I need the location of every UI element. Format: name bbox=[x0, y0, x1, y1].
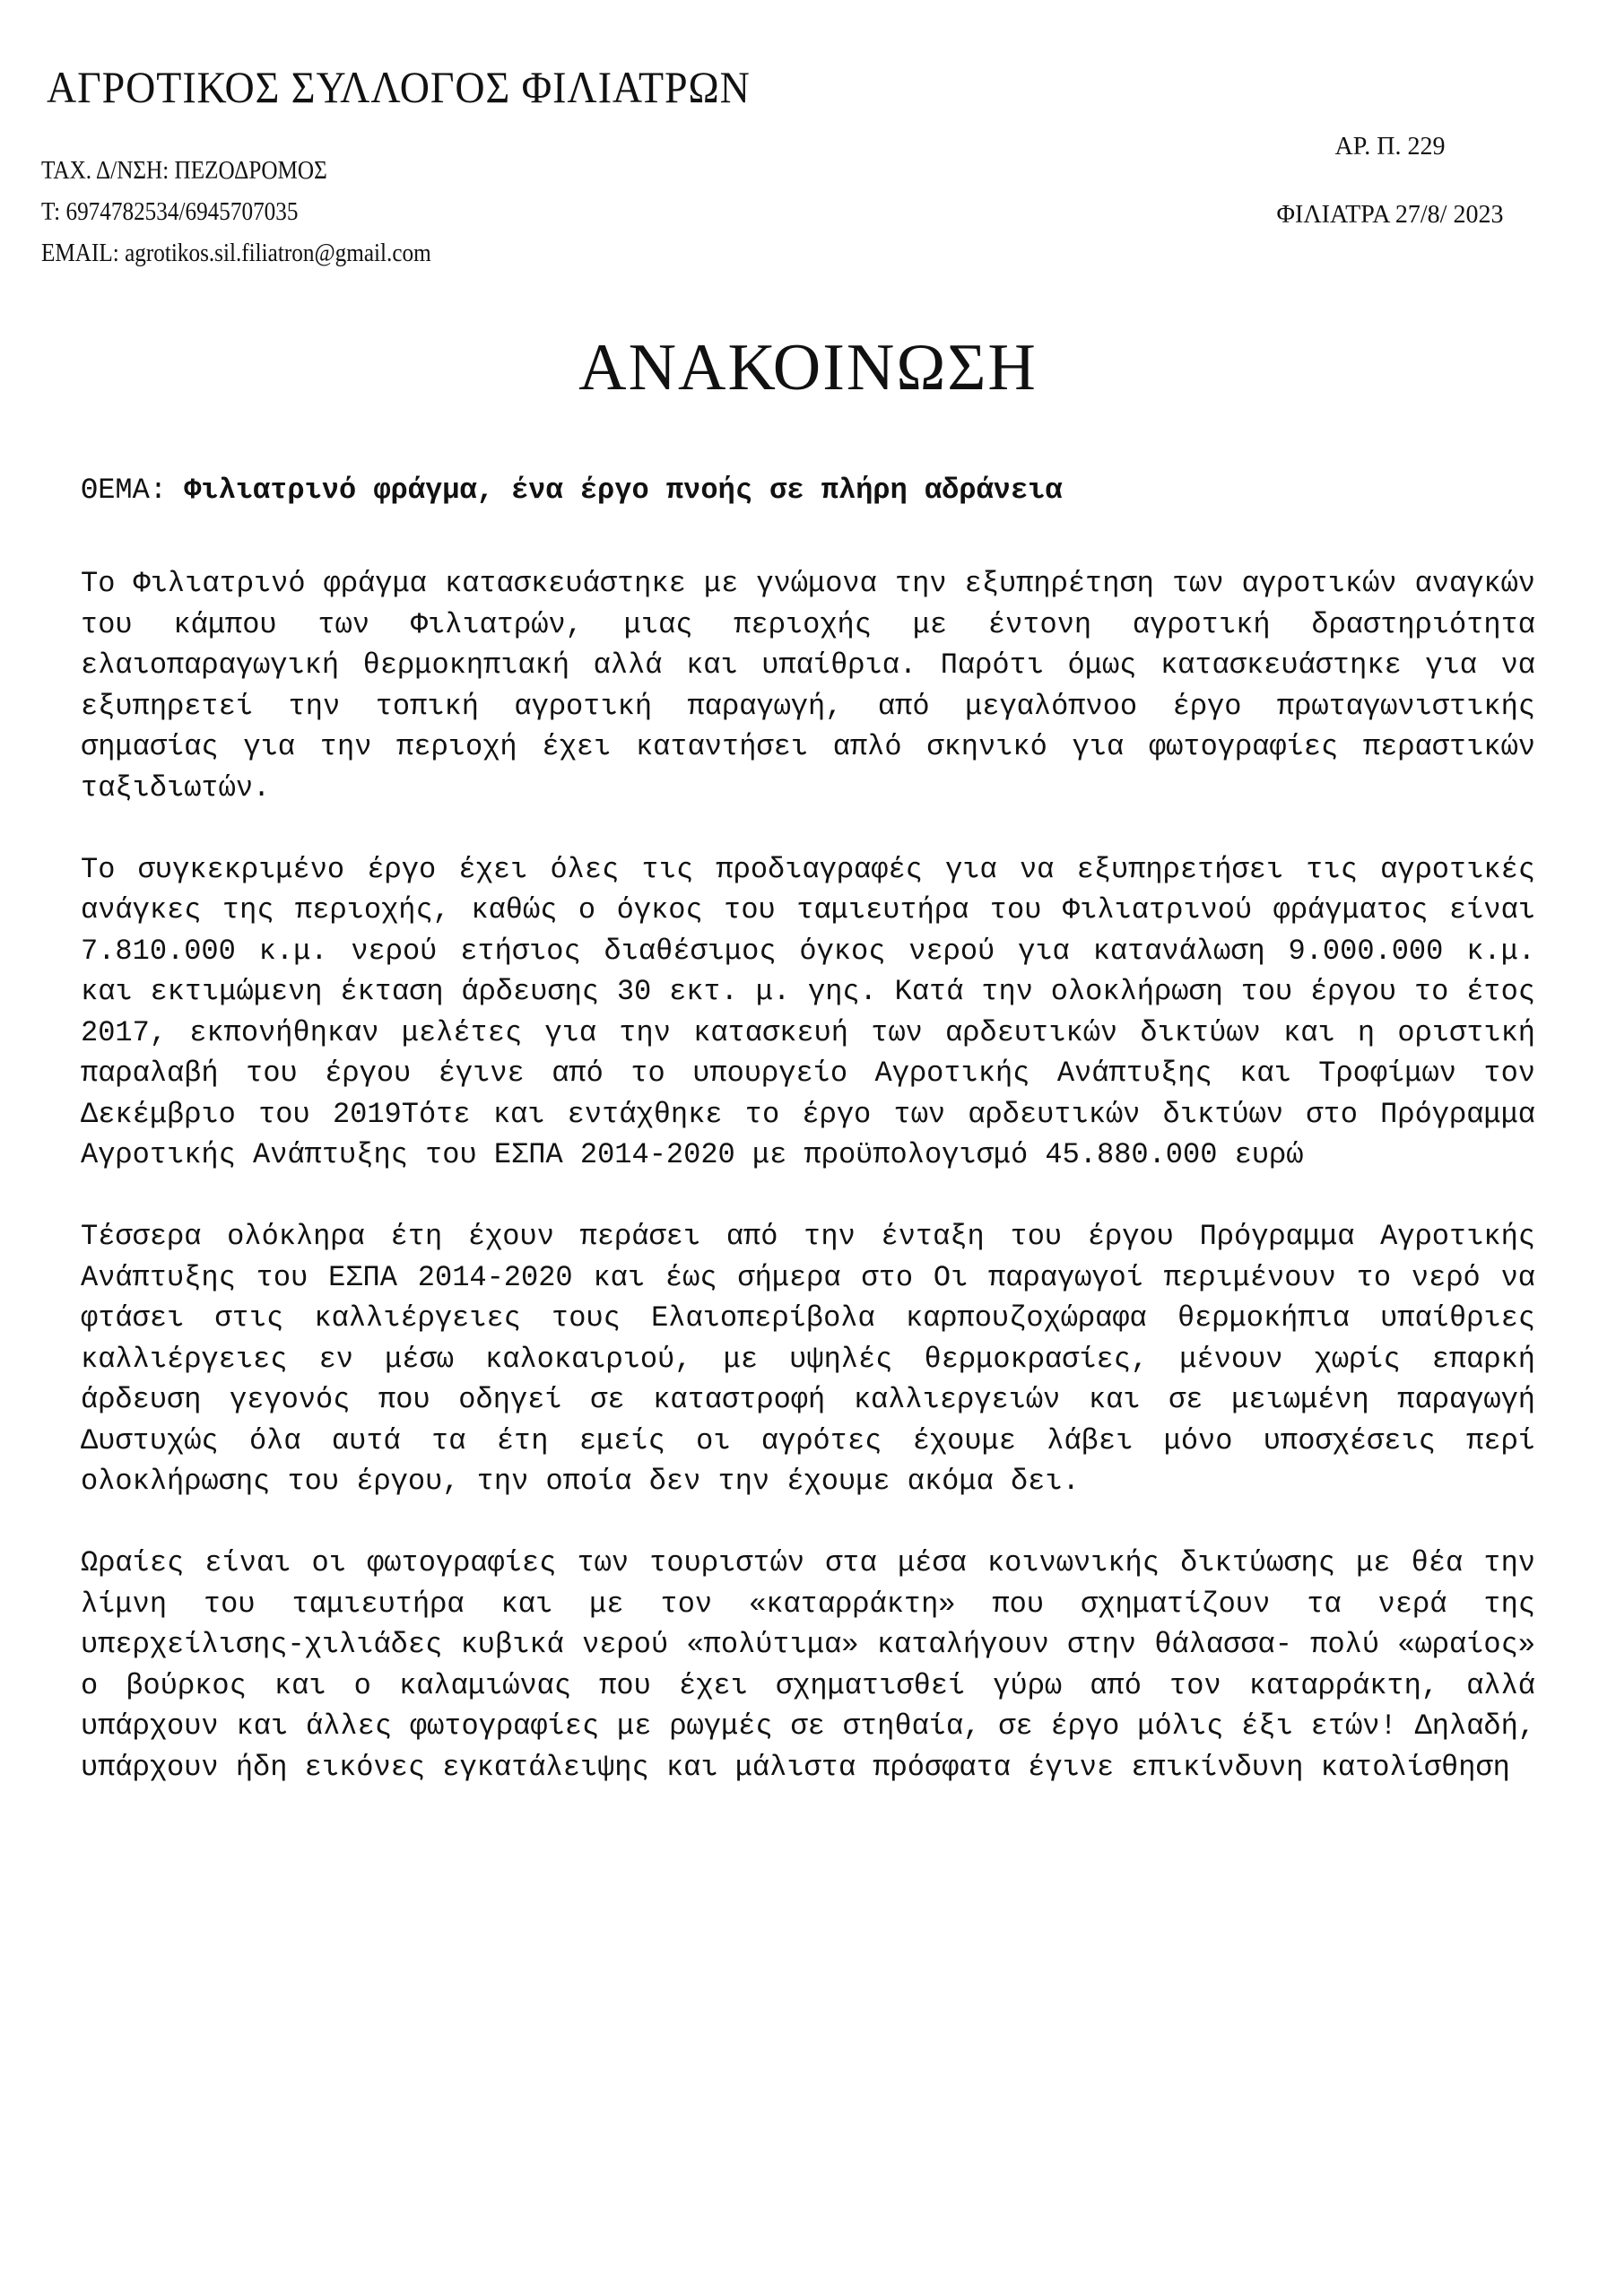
document-title: ΑΝΑΚΟΙΝΩΣΗ bbox=[578, 331, 1038, 404]
email-address: EMAIL: agrotikos.sil.filiatron@gmail.com bbox=[41, 239, 431, 267]
subject-text: Φιλιατρινό φράγμα, ένα έργο πνοής σε πλήρη αδράνεια bbox=[184, 474, 1063, 507]
phone-numbers: Τ: 6974782534/6945707035 bbox=[41, 198, 299, 226]
paragraph: Το Φιλιατρινό φράγμα κατασκευάστηκε με γνώμονα την εξυπηρέτηση των αγροτικών αναγκών του κάμπου των Φιλιατρών, μιας περιοχής με έντονη αγροτική δραστηριότητα ελαιοπαραγωγική θερμοκηπιακή αλλά και υπαίθρια. Παρότι όμως κατασκευάστηκε για να εξυπηρετεί την τοπική αγροτική παραγωγή, από μεγαλόπνοο έργο πρωταγωνιστικής σημασίας για την περιοχή έχει καταντήσει απλό σκηνικό για φωτογραφίες περαστικών ταξιδιωτών. bbox=[81, 567, 1535, 804]
contact-block bbox=[41, 151, 431, 274]
postal-address: ΤΑΧ. Δ/ΝΣΗ: ΠΕΖΟΔΡΟΜΟΣ bbox=[41, 157, 327, 185]
paragraph: Το συγκεκριμένο έργο έχει όλες τις προδιαγραφές για να εξυπηρετήσει τις αγροτικές ανάγκες της περιοχής, καθώς ο όγκος του ταμιευτήρα του Φιλιατρινού φράγματος είναι 7.810.000 κ.μ. νερού ετήσιος διαθέσιμος όγκος νερού για κατανάλωση 9.000.000 κ.μ. και εκτιμώμενη έκταση άρδευσης 30 εκτ. μ. γης. Κατά την ολοκλήρωση του έργου το έτος 2017, εκπονήθηκαν μελέτες για την κατασκευή των αρδευτικών δικτύων και η οριστική παραλαβή του έργου έγινε από το υπουργείο Αγροτικής Ανάπτυξης και Τροφίμων τον Δεκέμβριο του 2019Τότε και εντάχθηκε το έργο των αρδευτικών δικτύων στο Πρόγραμμα Αγροτικής Ανάπτυξης του ΕΣΠΑ 2014-2020 με προϋπολογισμό 45.880.000 ευρώ bbox=[81, 852, 1535, 1171]
place-date: ΦΙΛΙΑΤΡΑ 27/8/ 2023 bbox=[1276, 201, 1504, 229]
reference-block bbox=[1166, 133, 1614, 230]
document-body bbox=[81, 563, 1535, 1829]
organization-name: ΑΓΡΟΤΙΚΟΣ ΣΥΛΛΟΓΟΣ ΦΙΛΙΑΤΡΩΝ bbox=[47, 62, 751, 112]
paragraph: Τέσσερα ολόκληρα έτη έχουν περάσει από την ένταξη του έργου Πρόγραμμα Αγροτικής Ανάπτυξης του ΕΣΠΑ 2014-2020 και έως σήμερα στο Οι παραγωγοί περιμένουν το νερό να φτάσει στις καλλιέργειες τους Ελαιοπερίβολα καρπουζοχώραφα θερμοκήπια υπαίθριες καλλιέργειες εν μέσω καλοκαιριού, με υψηλές θερμοκρασίες, μένουν χωρίς επαρκή άρδευση γεγονός που οδηγεί σε καταστροφή καλλιεργειών και σε μειωμένη παραγωγή Δυστυχώς όλα αυτά τα έτη εμείς οι αγρότες έχουμε λάβει μόνο υποσχέσεις περί ολοκλήρωσης του έργου, την οποία δεν την έχουμε ακόμα δει. bbox=[81, 1220, 1535, 1498]
paragraph: Ωραίες είναι οι φωτογραφίες των τουριστών στα μέσα κοινωνικής δικτύωσης με θέα την λίμνη του ταμιευτήρα και με τον «καταρράκτη» που σχηματίζουν τα νερά της υπερχείλισης-χιλιάδες κυβικά νερού «πολύτιμα» καταλήγουν στην θάλασσα- πολύ «ωραίος» ο βούρκος και ο καλαμιώνας που έχει σχηματισθεί γύρω από τον καταρράκτη, αλλά υπάρχουν και άλλες φωτογραφίες με ρωγμές σε στηθαία, σε έργο μόλις έξι ετών! Δηλαδή, υπάρχουν ήδη εικόνες εγκατάλειψης και μάλιστα πρόσφατα έγινε επικίνδυνη κατολίσθηση bbox=[81, 1546, 1535, 1784]
subject-label: ΘΕΜΑ: bbox=[81, 474, 168, 507]
reference-number: ΑΡ. Π. 229 bbox=[1334, 133, 1446, 161]
subject-line bbox=[81, 474, 1063, 507]
